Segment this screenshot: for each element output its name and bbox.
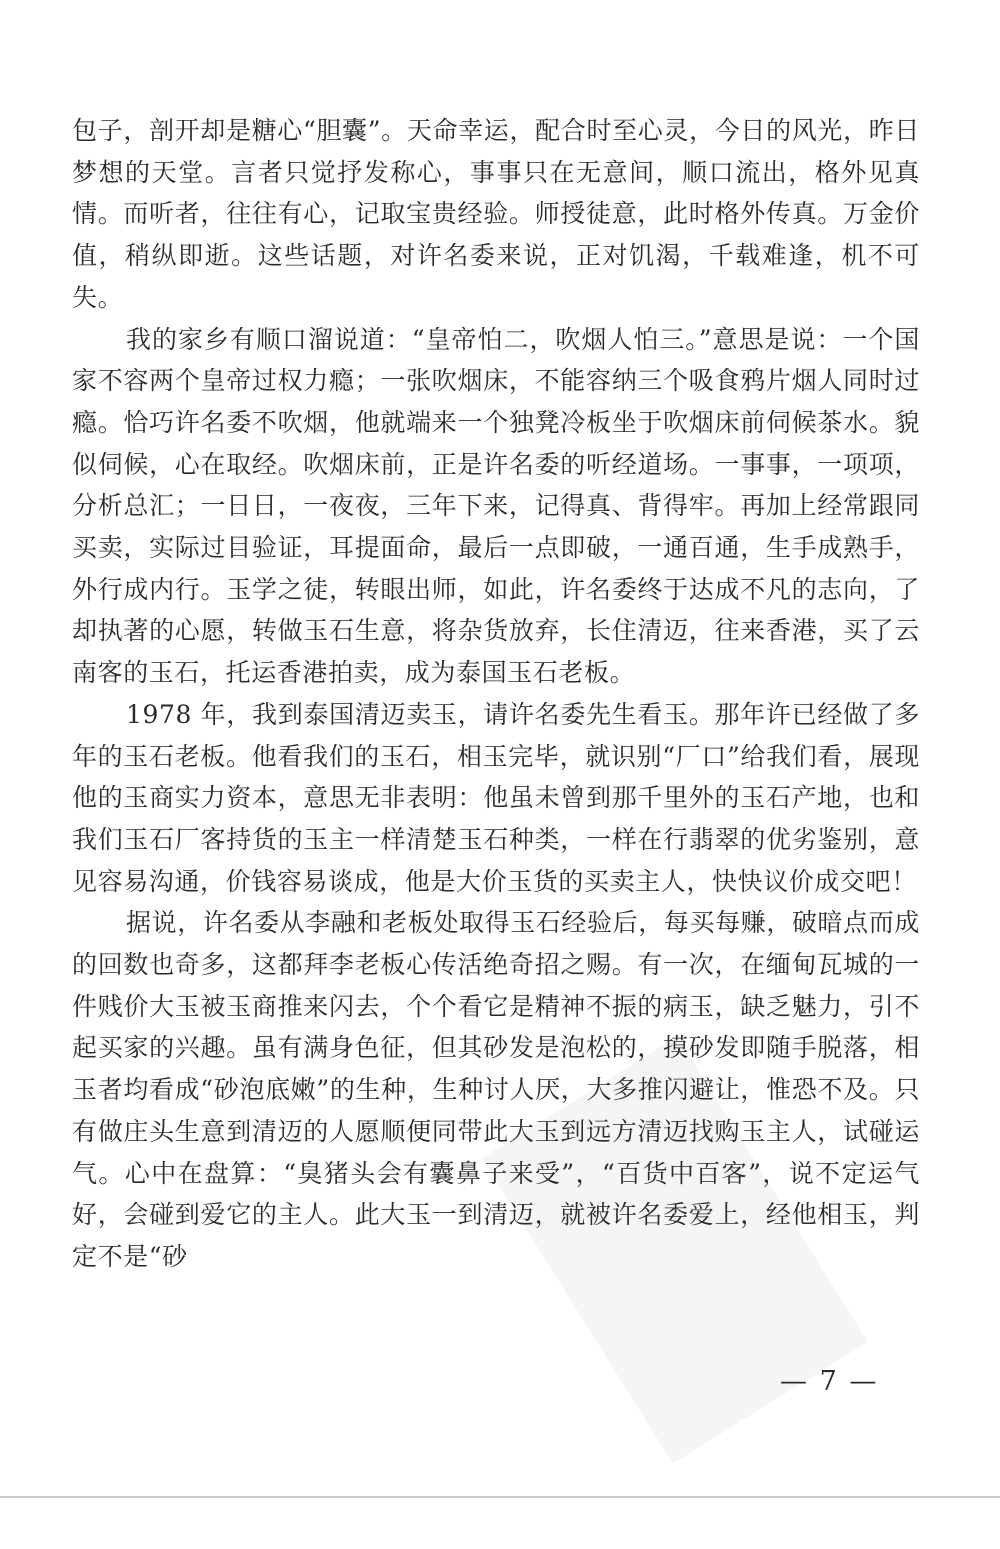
paragraph-continued: 包子，剖开却是糖心“胆囊”。天命幸运，配合时至心灵，今日的风光，昨日梦想的天堂。言者只觉抒发称心，事事只在无意间，顺口流出，格外见真情。而听者，往往有心，记取宝贵经验。师授徒意，此时格外传真。万金价值，稍纵即逝。这些话题，对许名委来说，正对饥渴，千载难逢，机不可失。: [72, 116, 920, 312]
page-bottom-edge: [0, 1496, 1000, 1498]
paragraph-big-jade-story: 据说，许名委从李融和老板处取得玉石经验后，每买每赚，破暗点而成的回数也奇多，这都拜李老板心传活绝奇招之赐。有一次，在缅甸瓦城的一件贱价大玉被玉商推来闪去，个个看它是精神不振的病玉，缺乏魅力，引不起买家的兴趣。虽有满身色征，但其砂发是泡松的，摸砂发即随手脱落，相玉者均看成“砂泡底嫩”的生种，生种讨人厌，大多推闪避让，惟恐不及。只有做庄头生意到清迈的人愿顺便同带此大玉到远方清迈找购玉主人，试碰运气。心中在盘算：“臭猪头会有囊鼻子来受”，“百货中百客”，说不定运气好，会碰到爱它的主人。此大玉一到清迈，就被许名委爱上，经他相玉，判定不是“砂: [72, 908, 920, 1271]
scan-speck: [796, 962, 802, 967]
page-number: — 7 —: [780, 1366, 879, 1397]
paragraph-hometown-saying: 我的家乡有顺口溜说道：“皇帝怕二，吹烟人怕三。”意思是说：一个国家不容两个皇帝过权力瘾；一张吹烟床，不能容纳三个吸食鸦片烟人同时过瘾。恰巧许名委不吹烟，他就端来一个独凳冷板坐于吹烟床前伺候茶水。貌似伺候，心在取经。吹烟床前，正是许名委的听经道场。一事事，一项项，分析总汇；一日日，一夜夜，三年下来，记得真、背得牢。再加上经常跟同买卖，实际过目验证，耳提面命，最后一点即破，一通百通，生手成熟手，外行成内行。玉学之徒，转眼出师，如此，许名委终于达成不凡的志向，了却执著的心愿，转做玉石生意，将杂货放弃，长住清迈，往来香港，买了云南客的玉石，托运香港拍卖，成为泰国玉石老板。: [72, 324, 920, 688]
body-text: [72, 110, 920, 1278]
paragraph-1978-visit: 1978 年，我到泰国清迈卖玉，请许名委先生看玉。那年许已经做了多年的玉石老板。他看我们的玉石，相玉完毕，就识别“厂口”给我们看，展现他的玉商实力资本，意思无非表明：他虽未曾到那千里外的玉石产地，也和我们玉石厂客持货的玉主一样清楚玉石种类，一样在行翡翠的优劣鉴别，意见容易沟通，价钱容易谈成，他是大价玉货的买卖主人，快快议价成交吧！: [72, 699, 920, 896]
